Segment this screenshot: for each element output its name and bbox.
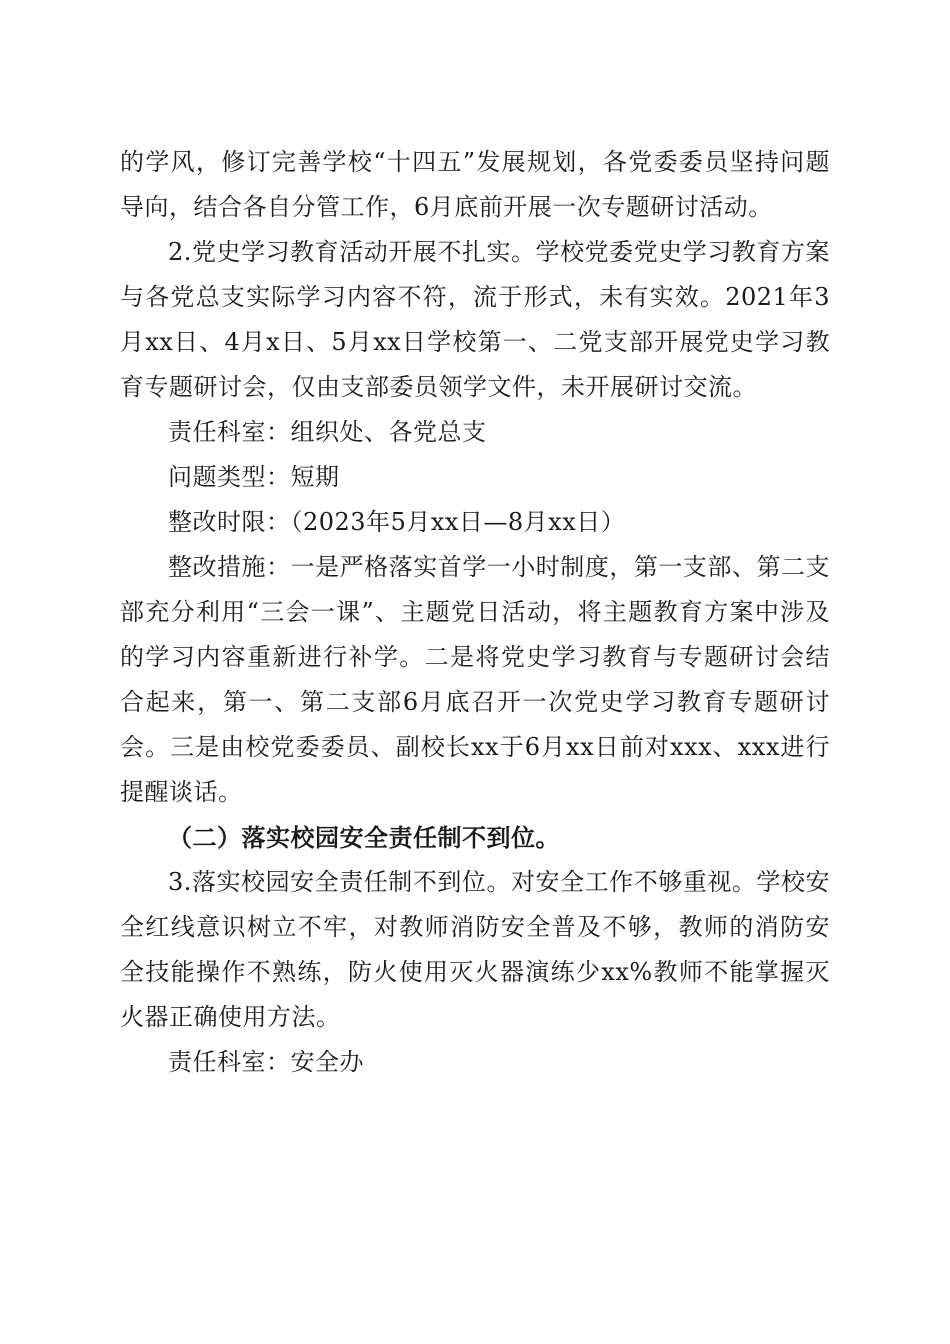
paragraph-rectification-deadline: 整改时限：（2023年5月xx日—8月xx日） [168,508,626,536]
paragraph-responsible-office: 责任科室：组织处、各党总支 [168,418,487,446]
section-heading-2: （二）落实校园安全责任制不到位。 [168,823,560,852]
paragraph-continuation: 的学风，修订完善学校“十四五”发展规划，各党委委员坚持问题导向，结合各自分管工作，6月底前开展一次专题研讨活动。 [120,148,830,221]
document-body [120,140,830,1085]
paragraph-item-2: 2.党史学习教育活动开展不扎实。学校党委党史学习教育方案与各党总支实际学习内容不符，流于形式，未有实效。2021年3月xx日、4月x日、5月xx日学校第一、二党支部开展党史学习教育专题研讨会，仅由支部委员领学文件，未开展研讨交流。 [120,238,830,401]
paragraph-responsible-office-2: 责任科室：安全办 [168,1048,364,1076]
paragraph-problem-type: 问题类型：短期 [168,463,340,491]
paragraph-item-3: 3.落实校园安全责任制不到位。对安全工作不够重视。学校安全红线意识树立不牢，对教师消防安全普及不够，教师的消防安全技能操作不熟练，防火使用灭火器演练少xx%教师不能掌握灭火器正确使用方法。 [120,868,830,1031]
paragraph-rectification-measures: 整改措施：一是严格落实首学一小时制度，第一支部、第二支部充分利用“三会一课”、主题党日活动，将主题教育方案中涉及的学习内容重新进行补学。二是将党史学习教育与专题研讨会结合起来，第一、第二支部6月底召开一次党史学习教育专题研讨会。三是由校党委委员、副校长xx于6月xx日前对xxx、xxx进行提醒谈话。 [120,553,830,806]
